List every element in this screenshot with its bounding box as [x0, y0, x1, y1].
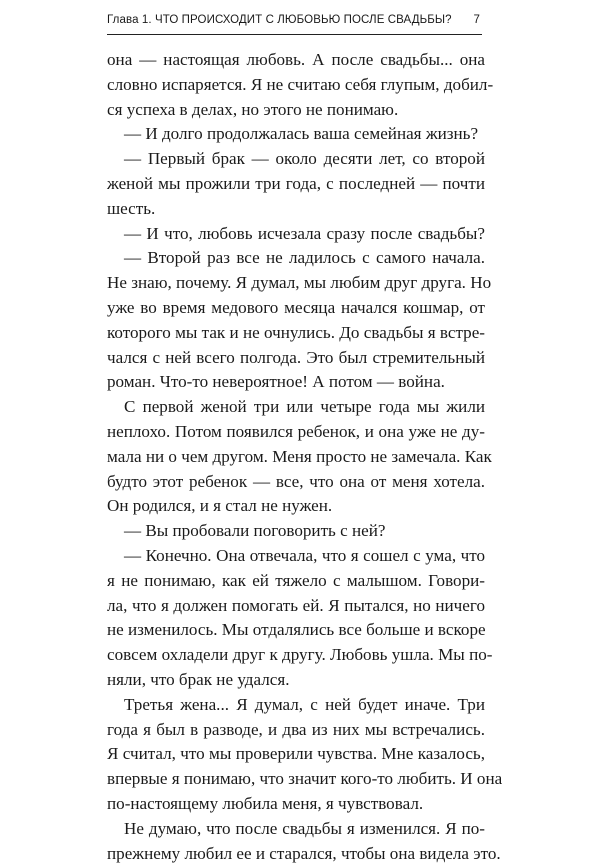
text-line: словно испаряется. Я не считаю себя глупым, добил-	[107, 73, 485, 98]
text-line: роман. Что-то невероятное! А потом — война.	[107, 370, 485, 395]
text-line: няли, что брак не удался.	[107, 668, 485, 693]
page-body	[107, 48, 485, 866]
text-line: — И долго продолжалась ваша семейная жизнь?	[107, 122, 485, 147]
text-line: чался с ней всего полгода. Это был стремительный	[107, 346, 485, 371]
text-line: года я был в разводе, и два из них мы встречались.	[107, 718, 485, 743]
text-line: по-настоящему любила меня, я чувствовал.	[107, 792, 485, 817]
text-line: С первой женой три или четыре года мы жили	[107, 395, 485, 420]
text-line: впервые я понимаю, что значит кого-то любить. И она	[107, 767, 485, 792]
text-line: — Первый брак — около десяти лет, со второй	[107, 147, 485, 172]
text-line: будто этот ребенок — все, что она от меня хотела.	[107, 470, 485, 495]
page-number: 7	[474, 14, 481, 26]
text-line: неплохо. Потом появился ребенок, и она уже не ду-	[107, 420, 485, 445]
text-line: — И что, любовь исчезала сразу после свадьбы?	[107, 222, 485, 247]
text-line: Третья жена... Я думал, с ней будет иначе. Три	[107, 693, 485, 718]
text-line: — Второй раз все не ладилось с самого начала.	[107, 246, 485, 271]
text-line: прежнему любил ее и старался, чтобы она видела это.	[107, 842, 485, 866]
running-header	[107, 14, 480, 26]
text-line: совсем охладели друг к другу. Любовь ушла. Мы по-	[107, 643, 485, 668]
text-line: я не понимаю, как ей тяжело с малышом. Говори-	[107, 569, 485, 594]
text-line: Не знаю, почему. Я думал, мы любим друг друга. Но	[107, 271, 485, 296]
text-line: уже во время медового месяца начался кошмар, от	[107, 296, 485, 321]
text-line: — Вы пробовали поговорить с ней?	[107, 519, 485, 544]
text-line: Не думаю, что после свадьбы я изменился. Я по-	[107, 817, 485, 842]
text-line: женой мы прожили три года, с последней — почти	[107, 172, 485, 197]
text-line: — Конечно. Она отвечала, что я сошел с ума, что	[107, 544, 485, 569]
text-line: мала ни о чем другом. Меня просто не замечала. Как	[107, 445, 485, 470]
text-line: шесть.	[107, 197, 485, 222]
text-line: не изменилось. Мы отдалялись все больше и вскоре	[107, 618, 485, 643]
text-line: ся успеха в делах, но этого не понимаю.	[107, 98, 485, 123]
text-line: она — настоящая любовь. А после свадьбы... она	[107, 48, 485, 73]
running-title: Глава 1. ЧТО ПРОИСХОДИТ С ЛЮБОВЬЮ ПОСЛЕ СВАДЬБЫ?	[107, 14, 452, 26]
text-line: Он родился, и я стал не нужен.	[107, 494, 485, 519]
text-line: ла, что я должен помогать ей. Я пытался, но ничего	[107, 594, 485, 619]
text-line: которого мы так и не очнулись. До свадьбы я встре-	[107, 321, 485, 346]
header-rule	[107, 34, 482, 35]
text-line: Я считал, что мы проверили чувства. Мне казалось,	[107, 742, 485, 767]
